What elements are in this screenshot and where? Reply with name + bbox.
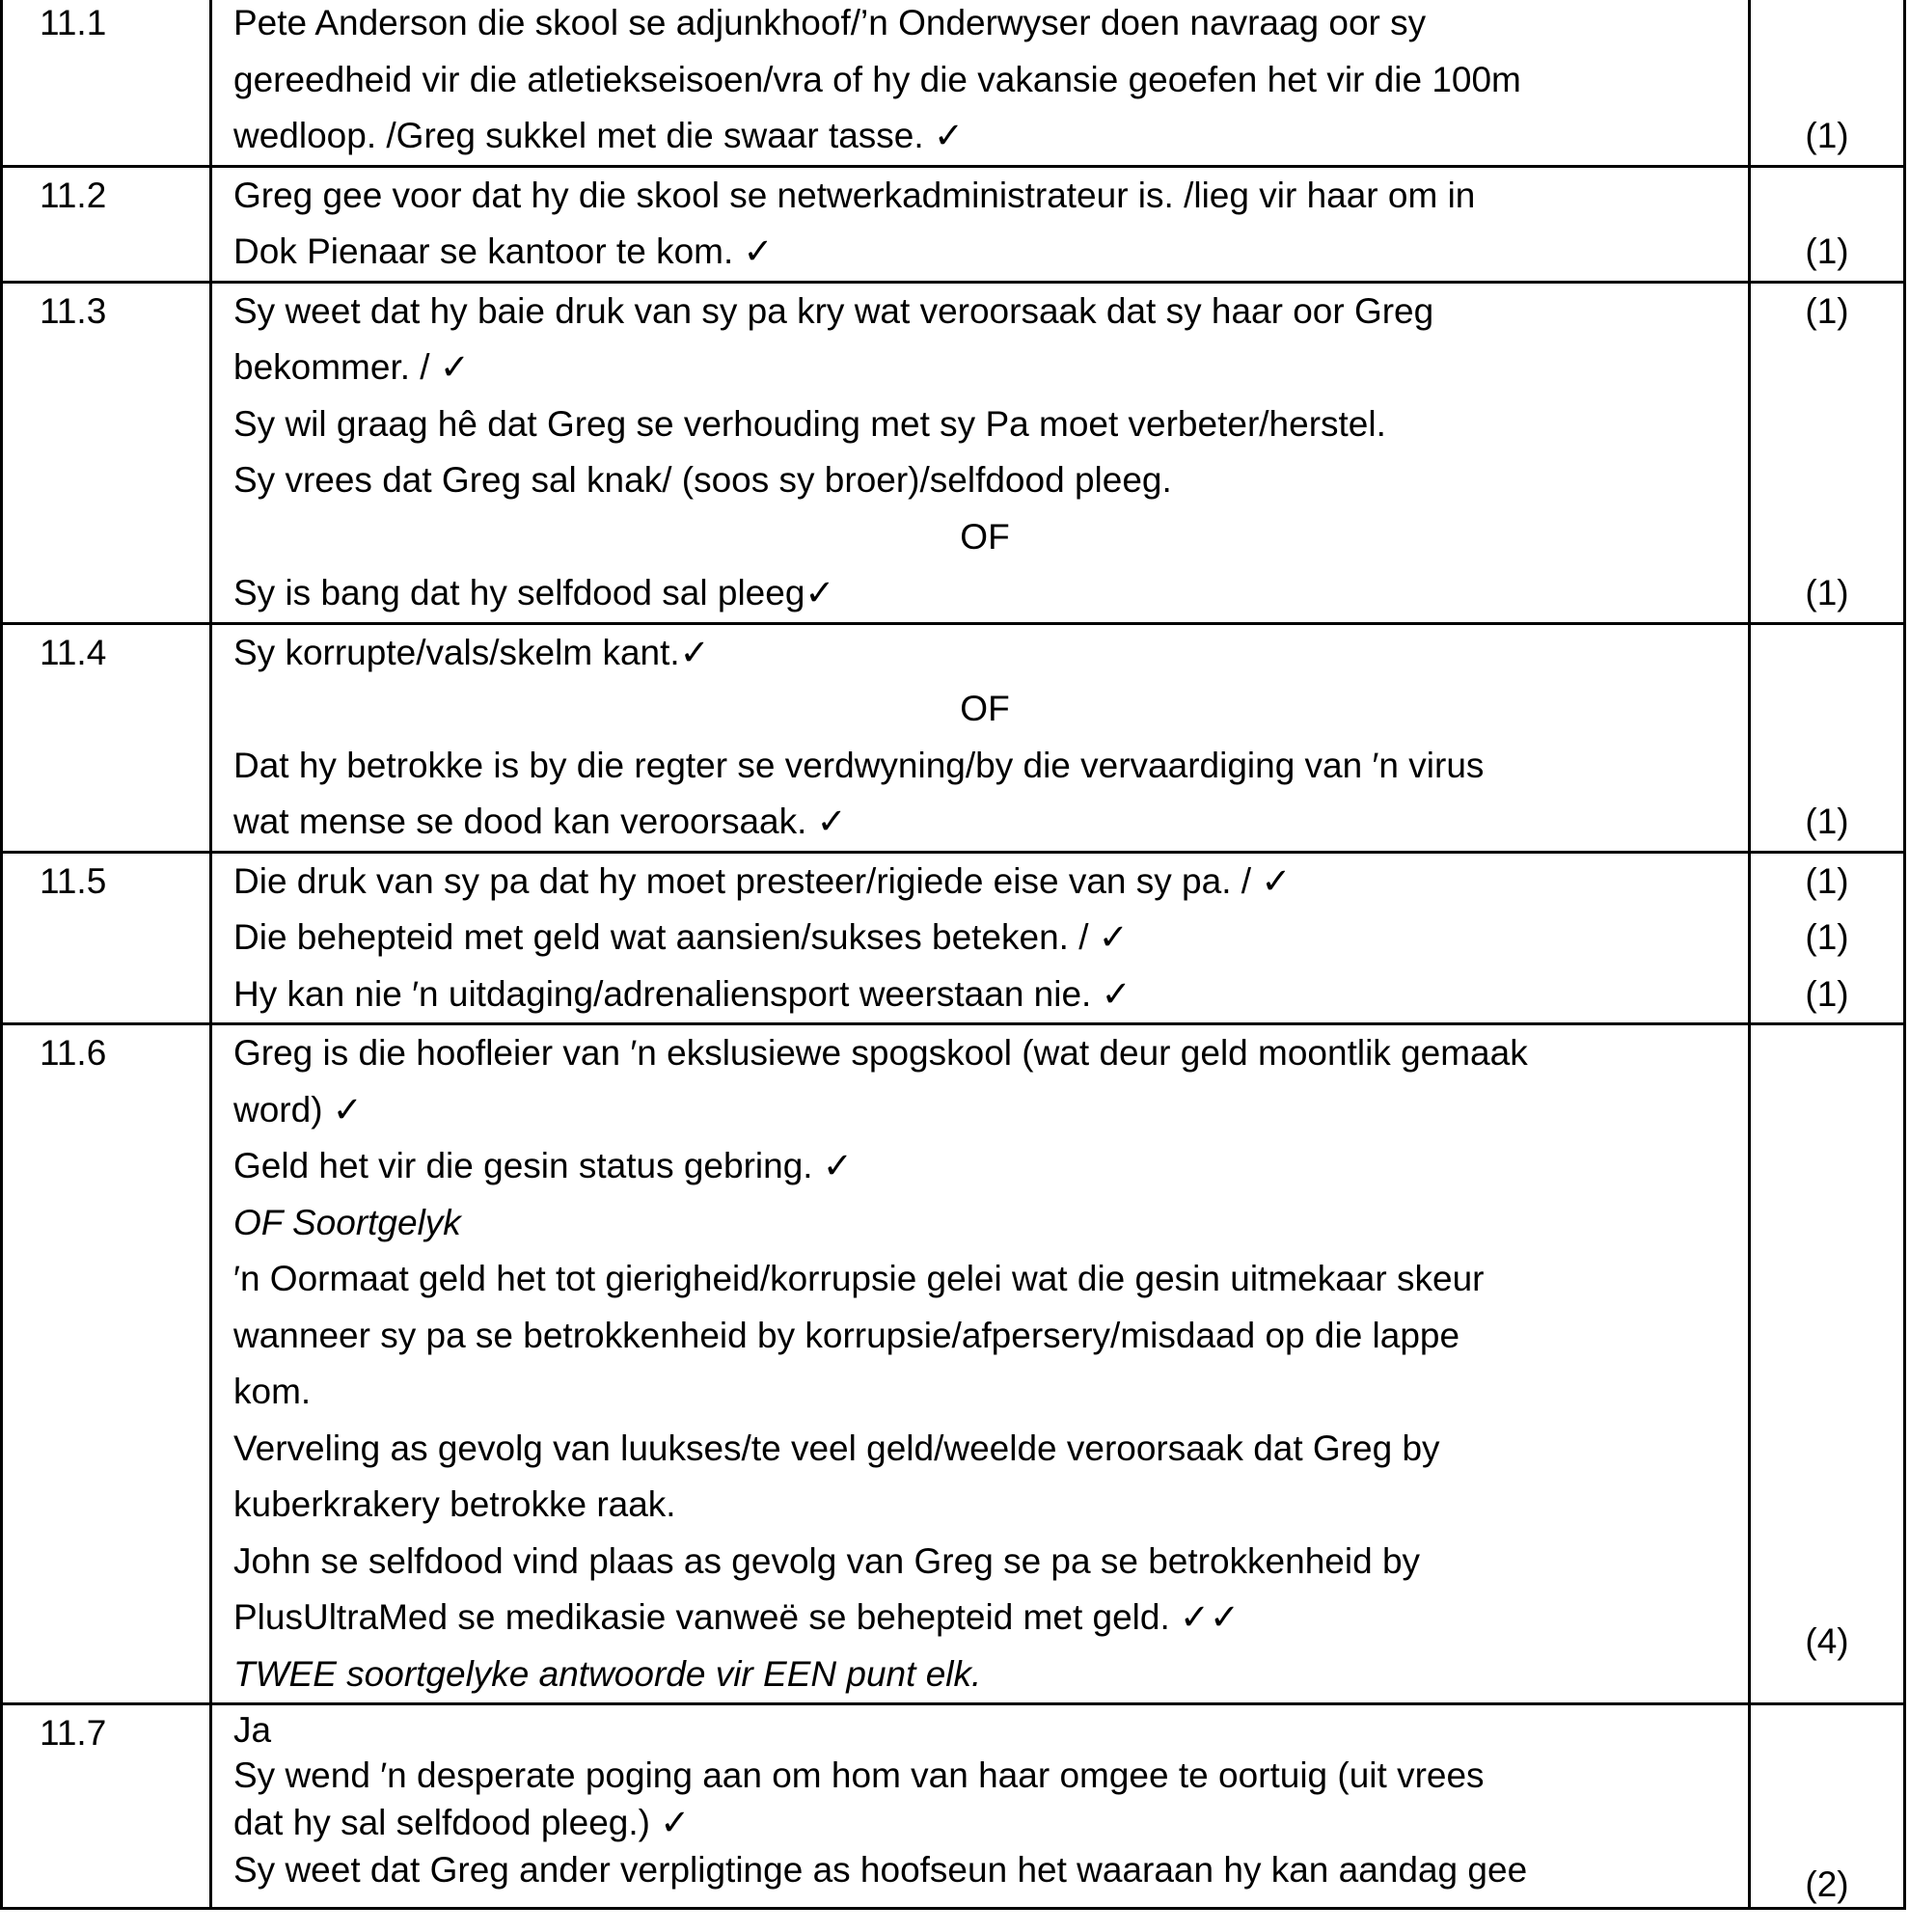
- question-number: 11.1: [2, 0, 211, 166]
- question-row-11-2: [2, 166, 1905, 282]
- answer-line: Hy kan nie ′n uitdaging/adrenaliensport weerstaan nie. ✓: [233, 973, 1132, 1014]
- answer-cell: [211, 1024, 1750, 1704]
- answer-line: Sy wend ′n desperate poging aan om hom van haar omgee te oortuig (uit vrees: [233, 1755, 1485, 1795]
- mark-value: (1): [1805, 917, 1849, 957]
- question-row-11-4: [2, 623, 1905, 852]
- answer-line: ′n Oormaat geld het tot gierigheid/korrupsie gelei wat die gesin uitmekaar skeur: [233, 1259, 1485, 1298]
- question-row-11-5: [2, 852, 1905, 1024]
- mark-cell: [1750, 852, 1905, 1024]
- mark-value: (1): [1805, 573, 1849, 612]
- question-number: 11.6: [2, 1024, 211, 1704]
- answer-line: Greg gee voor dat hy die skool se netwerkadministrateur is. /lieg vir haar om in: [233, 175, 1476, 215]
- mark-value: (4): [1805, 1620, 1849, 1661]
- mark-cell: [1750, 623, 1905, 852]
- answer-line: Dat hy betrokke is by die regter se verdwyning/by die vervaardiging van ′n virus: [233, 745, 1485, 785]
- answer-line: Die druk van sy pa dat hy moet presteer/rigiede eise van sy pa. / ✓: [233, 860, 1292, 901]
- answer-line: kom.: [233, 1372, 312, 1411]
- answer-line: Geld het vir die gesin status gebring. ✓: [233, 1146, 853, 1185]
- question-number: 11.2: [2, 166, 211, 282]
- answer-cell: [211, 282, 1750, 623]
- answer-line: Sy korrupte/vals/skelm kant.✓: [233, 632, 710, 672]
- answer-line: Sy wil graag hê dat Greg se verhouding met sy Pa moet verbeter/herstel.: [233, 403, 1386, 444]
- mark-value: (1): [1805, 973, 1849, 1014]
- mark-value: (1): [1805, 860, 1849, 901]
- mark-value: (1): [1805, 116, 1849, 155]
- question-row-11-3: [2, 282, 1905, 623]
- answer-line: PlusUltraMed se medikasie vanweë se behepteid met geld. ✓✓: [233, 1597, 1241, 1637]
- answer-line: Greg is die hoofleier van ′n ekslusiewe spogskool (wat deur geld moontlik gemaak: [233, 1033, 1528, 1073]
- answer-line: kuberkrakery betrokke raak.: [233, 1484, 676, 1524]
- answer-line: word) ✓: [233, 1089, 363, 1129]
- mark-cell: [1750, 166, 1905, 282]
- mark-value: (1): [1805, 290, 1849, 331]
- mark-value: (2): [1805, 1864, 1849, 1904]
- mark-value: (1): [1805, 802, 1849, 841]
- answer-line: Sy is bang dat hy selfdood sal pleeg✓: [233, 573, 835, 612]
- answer-line: Verveling as gevolg van luukses/te veel geld/weelde veroorsaak dat Greg by: [233, 1428, 1440, 1468]
- answer-line: Pete Anderson die skool se adjunkhoof/’n Onderwyser doen navraag oor sy: [233, 3, 1427, 42]
- answer-line: Sy weet dat Greg ander verpligtinge as hoofseun het waaraan hy kan aandag gee: [233, 1850, 1528, 1890]
- answer-line: Dok Pienaar se kantoor te kom. ✓: [233, 231, 774, 271]
- question-row-11-7: [2, 1704, 1905, 1909]
- answer-line: wanneer sy pa se betrokkenheid by korrupsie/afpersery/misdaad op die lappe: [233, 1315, 1460, 1355]
- question-number: 11.4: [2, 623, 211, 852]
- answer-line: bekommer. / ✓: [233, 347, 470, 387]
- question-row-11-1: [2, 0, 1905, 166]
- question-number: 11.5: [2, 852, 211, 1024]
- mark-value: (1): [1805, 231, 1849, 271]
- question-row-11-6: [2, 1024, 1905, 1704]
- mark-cell: [1750, 1704, 1905, 1909]
- answer-line: wedloop. /Greg sukkel met die swaar tasse. ✓: [233, 116, 964, 155]
- answer-cell: [211, 852, 1750, 1024]
- answer-line: Sy vrees dat Greg sal knak/ (soos sy broer)/selfdood pleeg.: [233, 460, 1172, 500]
- marking-note: TWEE soortgelyke antwoorde vir EEN punt elk.: [233, 1653, 982, 1694]
- mark-cell: [1750, 1024, 1905, 1704]
- answer-line: gereedheid vir die atletiekseisoen/vra of hy die vakansie geoefen het vir die 100m: [233, 59, 1521, 99]
- answer-line: John se selfdood vind plaas as gevolg van Greg se pa se betrokkenheid by: [233, 1540, 1421, 1581]
- or-separator: OF: [960, 516, 1010, 557]
- answer-cell: [211, 1704, 1750, 1909]
- answer-cell: [211, 0, 1750, 166]
- mark-cell: [1750, 282, 1905, 623]
- answer-cell: [211, 623, 1750, 852]
- answer-line: Sy weet dat hy baie druk van sy pa kry wat veroorsaak dat sy haar oor Greg: [233, 290, 1434, 331]
- answer-line: dat hy sal selfdood pleeg.) ✓: [233, 1803, 691, 1842]
- answer-line: Die behepteid met geld wat aansien/sukses beteken. / ✓: [233, 917, 1129, 957]
- question-number: 11.3: [2, 282, 211, 623]
- question-number: 11.7: [2, 1704, 211, 1909]
- or-separator: OF: [960, 689, 1010, 728]
- or-similar-note: OF Soortgelyk: [233, 1202, 461, 1242]
- answer-line: wat mense se dood kan veroorsaak. ✓: [233, 802, 847, 841]
- answer-line: Ja: [233, 1710, 272, 1750]
- answer-cell: [211, 166, 1750, 282]
- mark-cell: [1750, 0, 1905, 166]
